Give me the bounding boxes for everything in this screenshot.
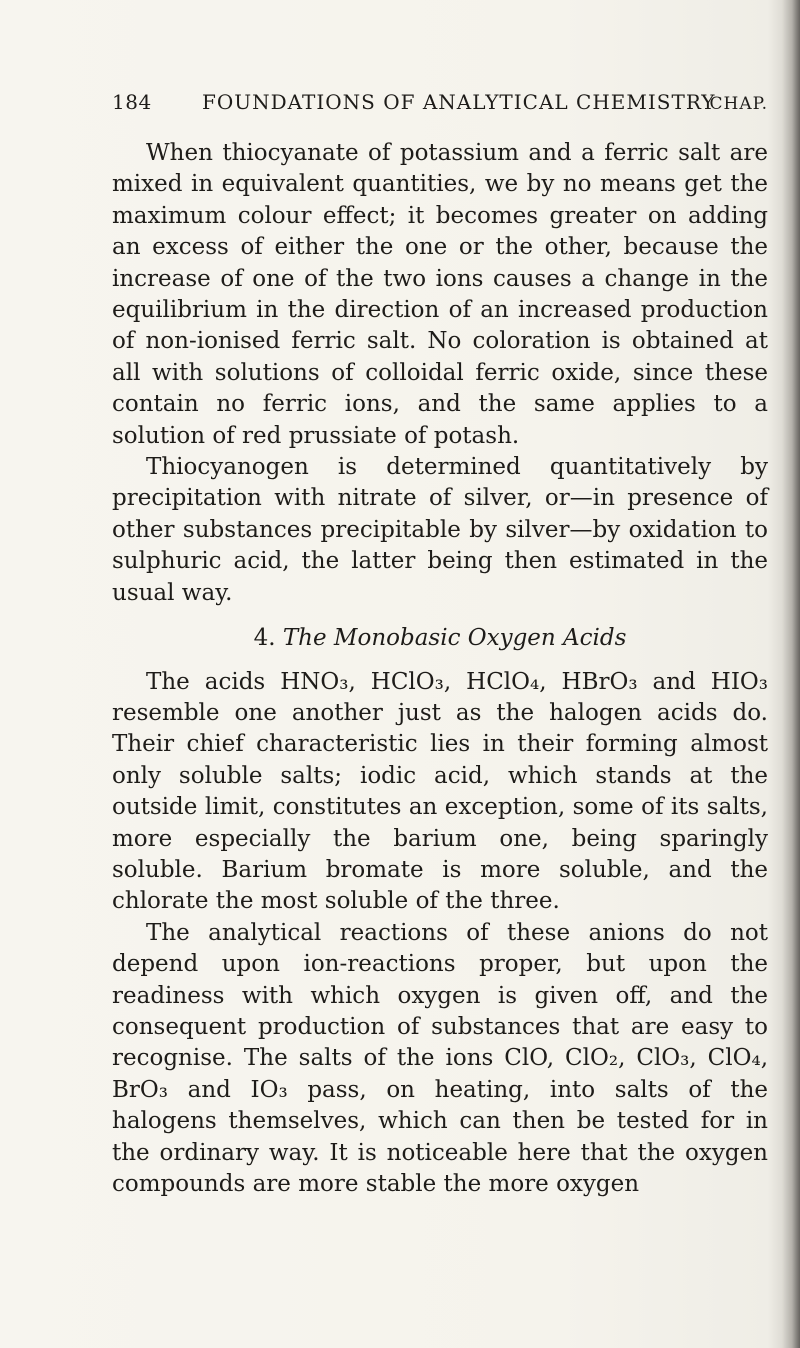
running-header xyxy=(112,80,768,120)
body-text xyxy=(112,138,768,1200)
page-edge-shadow xyxy=(782,0,800,1348)
running-title: FOUNDATIONS OF ANALYTICAL CHEMISTRY xyxy=(202,90,716,114)
section-heading xyxy=(112,623,768,654)
section-title: The Monobasic Oxygen Acids xyxy=(282,625,627,652)
paragraph-analytical-reactions: The analytical reactions of these anions do not depend upon ion-reactions proper, but upon the readiness with which oxygen is given off, and the consequent production of substances that are easy to recognise. The salts of the ions ClO, ClO₂, ClO₃, ClO₄, BrO₃ and IO₃ pass, on heating, into salts of the halogens themselves, which can then be tested for in the ordinary way. It is noticeable here that the oxygen compounds are more stable the more oxygen xyxy=(112,919,768,1197)
paragraph-monobasic-acids: The acids HNO₃, HClO₃, HClO₄, HBrO₃ and HIO₃ resemble one another just as the halogen acids do. Their chief characteristic lies in their forming almost only soluble salts; iodic acid, which stands at the outside limit, constitutes an exception, some of its salts, more especially the barium one, being sparingly soluble. Barium bromate is more soluble, and the chlorate the most soluble of the three. xyxy=(112,668,768,915)
section-number: 4. xyxy=(253,625,276,652)
page-number: 184 xyxy=(112,90,152,114)
chapter-mark: CHAP. xyxy=(709,94,768,114)
paragraph-thiocyanogen-determination: Thiocyanogen is determined quantitatively by precipitation with nitrate of silver, or—in presence of other substances precipitable by silver—by oxidation to sulphuric acid, the latter being then estimated in the usual way. xyxy=(112,454,768,606)
paragraph-thiocyanate-colour: When thiocyanate of potassium and a ferric salt are mixed in equivalent quantities, we by no means get the maximum colour effect; it becomes greater on adding an excess of either the one or the other, because the increase of one of the two ions causes a change in the equilibrium in the direction of an increased production of non-ionised ferric salt. No coloration is obtained at all with solutions of colloidal ferric oxide, since these contain no ferric ions, and the same applies to a solution of red prussiate of potash. xyxy=(112,140,768,449)
